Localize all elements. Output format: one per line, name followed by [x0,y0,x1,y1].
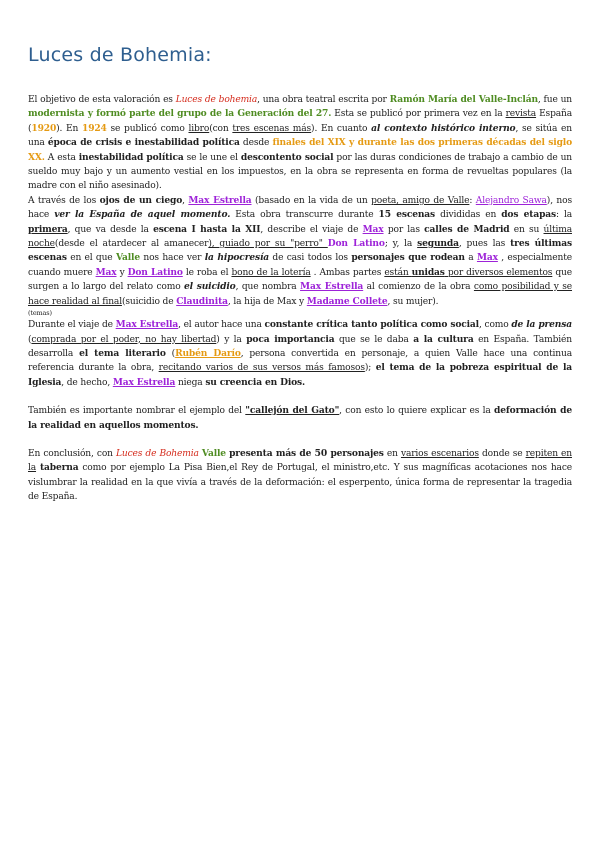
paragraph-themes [28,318,572,390]
text: A esta [44,152,79,163]
text: (basado en la vida de un [251,195,372,206]
underlined-text: tres escenas más [232,123,312,134]
highlight: segunda [417,238,459,250]
highlight: deformación de la realidad en aquellos momentos. [28,405,573,431]
paragraph-conclusion [28,447,572,505]
highlight: su creencia en Dios. [205,376,306,388]
highlight: unidas [411,266,445,278]
character-name: Max [362,223,384,235]
text: y [116,267,128,278]
character-name: Max Estrella [112,376,176,388]
paragraph-callejon [28,404,572,433]
text: por las [383,224,425,235]
year: 1920 [31,122,57,134]
character-name: Rubén Darío [175,347,241,359]
highlight: primera [28,223,68,235]
year: 1924 [82,122,107,134]
text: ). En [56,123,83,134]
underlined-text: están [384,267,412,278]
text: , el autor hace una [178,320,265,331]
underlined-text: revista [505,109,537,120]
highlight: la hipocresía [204,252,269,264]
text: En conclusión, con [28,448,116,459]
highlight: el tema de la pobreza espiritual de la Iglesia [28,362,572,388]
text: se le une el [183,152,241,163]
text: en su [509,224,544,235]
highlight: modernista y formó parte del grupo de la Generación del 27. [28,108,332,120]
highlight: de la prensa [511,319,572,331]
text: , que nombra [235,282,301,293]
text: , [182,195,189,206]
text: , pues las [458,239,511,250]
text: como por ejemplo La Pisa Bien,el Rey de Portugal, el ministro,etc. Y sus magníficas acotaciones nos hace vislumbrar la realidad en la que vivía a través de la deformación: el esperpento, única forma de representar la tragedia de España. [28,463,572,503]
text: nos hace ver [140,253,205,264]
underlined-text: recitando varios de sus versos más famosos [158,363,365,374]
text: Durante el viaje de [28,320,116,331]
character-name: Claudinita [176,295,228,307]
text: , con esto lo quiere explicar es la [339,406,495,417]
paragraph-gap [28,390,572,404]
text: , la hija de Max y [227,296,307,307]
text: , de hecho, [61,377,113,388]
character-name: Max Estrella [300,281,364,293]
text: donde se [478,448,526,459]
text: , fue un [537,95,572,105]
text: desde [239,138,273,149]
text: ). En cuanto [311,123,372,134]
character-name: Don Latino [127,266,183,278]
highlight: calles de Madrid [424,223,510,235]
highlight: ver la España de aquel momento. [54,209,231,221]
character-name: Don Latino [327,238,385,250]
highlight: escena I hasta la XII [153,223,261,235]
text: ); [364,363,376,374]
text: El objetivo de esta valoración es [28,95,176,105]
page-title: Luces de Bohemia: [28,44,212,66]
highlight: descontento social [240,151,334,163]
author-name: Valle [201,447,226,459]
underlined-text: varios escenarios [400,448,479,459]
text: ( [28,334,32,345]
underlined-text: por diversos elementos [444,267,553,278]
highlight: poca importancia [246,333,335,345]
text: al comienzo de la obra [363,282,474,293]
text: ) y la [216,334,247,345]
text: en España. También desarrolla [28,334,572,359]
underlined-text: bono de la lotería [231,267,311,278]
text: que surgen a lo largo del relato como [28,267,572,293]
text: divididas en [435,210,502,221]
text: , una obra teatral escrita por [257,95,390,105]
text: : [469,195,476,206]
highlight: a la cultura [413,333,474,345]
author-name: Ramón María del Valle-Inclán [389,94,538,105]
paragraph-structure [28,194,572,318]
underlined-text: repiten en la [28,448,572,474]
margin-note: (temas) [28,309,52,318]
document-body [28,93,572,505]
work-title: Luces de bohemia [175,95,258,105]
text: , se sitúa en una [28,123,572,149]
highlight: taberna [39,462,79,474]
text: (suicidio de [121,296,177,307]
author-name: Valle [115,252,140,264]
character-name: Max [95,266,117,278]
text: , describe el viaje de [260,224,363,235]
text: (con [209,123,233,134]
highlight: tres últimas escenas [28,238,572,264]
text: a [464,253,477,264]
highlight: 15 escenas [378,209,436,221]
character-name: Max Estrella [188,194,252,206]
text: de casi todos los [269,253,352,264]
highlight: presenta más de 50 personajes [229,447,384,459]
text: Esta obra transcurre durante [230,210,379,221]
character-name: Alejandro Sawa [475,195,547,206]
text: que se le daba [334,334,414,345]
highlight: constante crítica tanto política como social [264,319,479,331]
highlight: época de crisis e inestabilidad política [47,137,240,149]
text: le roba el [182,267,232,278]
text: ), nos hace [28,195,572,221]
underlined-text: comprada por el poder, no hay libertad [31,334,217,345]
paragraph-gap [28,433,572,447]
highlight: al contexto histórico interno [371,122,516,134]
text: se publicó como [106,123,189,134]
paragraph-intro [28,93,572,194]
text: Esta se publicó por primera vez en la [331,109,506,120]
text: , su mujer). [387,296,439,307]
highlight: dos etapas [501,209,556,221]
highlight: el suicidio [184,281,236,293]
highlight: finales del XIX y durante las dos primeras décadas del siglo XX. [28,137,572,163]
text: . Ambas partes [310,267,385,278]
text: en el que [66,253,116,264]
text: , especialmente cuando muere [28,253,572,278]
text: en [383,448,401,459]
character-name: Max Estrella [115,319,179,331]
character-name: Max [476,252,498,264]
underlined-text: poeta, amigo de Valle [371,195,470,206]
highlight: "callejón del Gato" [245,405,340,417]
text: , persona convertida en personaje, a quien Valle hace una continua referencia durante la obra, [28,348,572,374]
text: , que va desde la [67,224,154,235]
highlight: ojos de un ciego [99,194,183,206]
text: España ( [28,109,572,134]
underlined-text: libro [188,123,210,134]
underlined-text: ), guiado por su "perro" [208,239,328,250]
text: por las duras condiciones de trabajo a cambio de un sueldo muy bajo y un aumento vestial en los impuestos, en la obra se representa en forma de revueltas populares (la madre con el niño asesinado). [28,152,573,192]
highlight: el tema literario [79,347,166,359]
text: (desde el atardecer al amanecer [54,239,209,250]
text: A través de los [28,195,100,206]
highlight: personajes que rodean [351,252,465,264]
text: : la [556,210,573,221]
text: niega [175,377,206,388]
underlined-text: última noche [28,224,572,250]
work-title: Luces de Bohemia [116,448,199,459]
text: , como [478,320,512,331]
underlined-text: como posibilidad y se hace realidad al final [28,282,573,307]
text: ( [165,348,176,359]
text: ; y, la [384,239,418,250]
highlight: inestabilidad política [78,151,184,163]
text: También es importante nombrar el ejemplo del [28,406,246,417]
character-name: Madame Collete [306,295,388,307]
